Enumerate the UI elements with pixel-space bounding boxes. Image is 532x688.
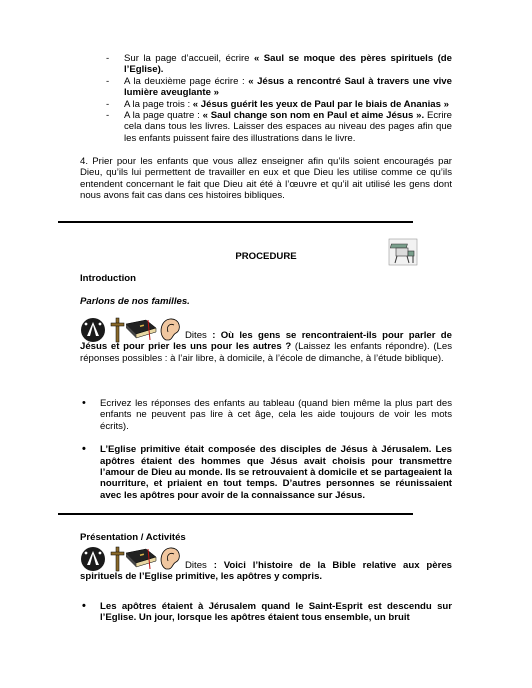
- intro-question-paragraph: Dites : Où les gens se rencontraient-ils pour parler de Jésus et pour prier les uns pour les autres ? (Laissez les enfants répondre). (Les réponses possibles : à l’air libre, à domicile, à l’école de dimanche, à l’étude biblique).: [80, 330, 452, 364]
- school-desk-icon: [388, 238, 418, 266]
- families-heading: Parlons de nos familles.: [80, 296, 190, 307]
- section-divider: [58, 513, 413, 515]
- instruction-item: - A la deuxième page écrire : « Jésus a rencontré Saul à travers une vive lumière aveuglante »: [80, 76, 452, 99]
- intro-bullet-list: [80, 398, 452, 501]
- section-divider: [58, 221, 413, 223]
- intro-question: Où les gens se rencontraient-ils pour parler de Jésus et pour prier les uns pour les autres ?: [80, 330, 452, 353]
- dites-label: Dites: [185, 330, 207, 341]
- instruction-item: - A la page quatre : « Saul change son nom en Paul et aime Jésus ». Ecrire cela dans tous les livres. Laisser des espaces au niveau des pages afin que les enfants puissent faire des illustrations dans le livre.: [80, 110, 452, 144]
- instruction-item: - A la page trois : « Jésus guérit les yeux de Paul par le biais de Ananias »: [80, 99, 452, 110]
- presentation-heading: Présentation / Activités: [80, 532, 186, 543]
- instruction-item: - Sur la page d’accueil, écrire « Saul se moque des pères spirituels (de l’Eglise).: [80, 53, 452, 76]
- procedure-title: PROCEDURE: [235, 251, 297, 262]
- prayer-paragraph: 4. Prier pour les enfants que vous allez enseigner afin qu’ils soient encouragés par Dieu, qu’ils lui permettent de travailler en eux et que Dieu les utilise comme ce qu’ils entendent concernant le fait que Dieu ait été à l’œuvre et qu’il ait utilisé les gens dont nous avons fait cas dans ces histoires bibliques.: [80, 156, 452, 202]
- dites-label: Dites: [185, 560, 207, 571]
- presentation-paragraph: Dites : Voici l’histoire de la Bible relative aux pères spirituels de l’Eglise primitive, les apôtres y compris.: [80, 560, 452, 583]
- introduction-heading: Introduction: [80, 273, 136, 284]
- list-item: • Les apôtres étaient à Jérusalem quand le Saint-Esprit est descendu sur l’Eglise. Un jour, lorsque les apôtres étaient tous ensemble, un bruit: [80, 601, 452, 624]
- list-item: • Ecrivez les réponses des enfants au tableau (quand bien même la plus part des enfants ne peuvent pas lire à cet âge, cela les aide toujours de voir les mots écrits).: [80, 398, 452, 432]
- presentation-bullet-list: [80, 601, 452, 624]
- intro-note: (Laissez les enfants répondre). (Les réponses possibles : à l’air libre, à domicile, à l’école de dimanche, à l’étude biblique).: [80, 341, 452, 364]
- list-item: • L’Eglise primitive était composée des disciples de Jésus à Jérusalem. Les apôtres étaient des hommes que Jésus avait choisis pour transmettre l’amour de Dieu au monde. Ils se retrouvaient à domicile et se partageaient la nourriture, et priaient en tout temps. D’autres personnes se réunissaient avec les apôtres pour avoir de la connaissance sur Jésus.: [80, 444, 452, 501]
- instruction-list: [80, 53, 452, 144]
- presentation-dites-text: Voici l’histoire de la Bible relative aux pères spirituels de l’Eglise primitive, les apôtres y compris.: [80, 560, 452, 583]
